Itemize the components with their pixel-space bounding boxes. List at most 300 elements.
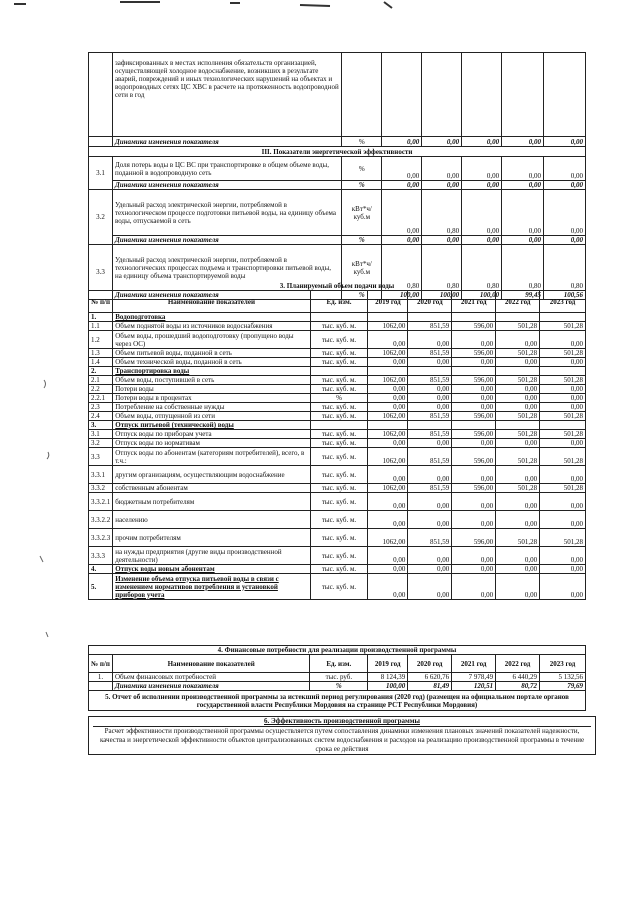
efficiency-section [88,716,596,755]
value-cell: 0,00 [368,511,408,529]
unit-cell: тыс. куб. м. [310,511,368,529]
value-cell: 596,00 [452,448,496,466]
column-header-year: 2023 год [540,655,586,673]
value-cell: 0,00 [368,565,408,574]
value-cell: 0,00 [382,157,422,181]
row-number: 3.3 [89,448,113,466]
value-cell [368,313,408,322]
energy-row [89,190,586,236]
value-cell: 596,00 [452,529,496,547]
row-number: 4. [89,565,113,574]
unit-cell: % [310,682,368,691]
unit-cell: тыс. куб. м. [310,412,368,421]
value-cell: 0,00 [502,181,544,190]
value-cell: 0,00 [496,439,540,448]
value-cell: 851,59 [408,322,452,331]
indicator-name: на нужды предприятия (другие виды производственной деятельности) [113,547,310,565]
value-cell: 0,00 [452,466,496,484]
table-row [89,349,586,358]
row-number: 3.2 [89,190,113,245]
dynamics-label: Динамика изменения показателя [112,181,341,190]
unit-cell [310,367,368,376]
column-header-year: 2023 год [540,291,586,313]
indicator-name: Отпуск воды по приборам учета [113,430,310,439]
value-cell: 851,59 [408,376,452,385]
row-number: 1. [89,313,113,322]
value-cell: 0,00 [544,137,586,147]
table-row [89,430,586,439]
unit-cell: тыс. куб. м. [310,430,368,439]
value-cell: 0,80 [422,190,462,236]
value-cell: 0,00 [496,394,540,403]
value-cell: 501,28 [496,376,540,385]
row-number: 3.3.2.2 [89,511,113,529]
water-volume-table [88,290,586,600]
value-cell: 0,00 [540,439,586,448]
unit-cell: тыс. куб. м. [310,493,368,511]
column-header-year: 2021 год [452,291,496,313]
indicator-name: Потребление на собственные нужды [113,403,310,412]
value-cell: 0,00 [496,331,540,349]
water-volume-title: 3. Планируемый объем подачи воды [279,282,395,290]
value-cell: 120,51 [452,682,496,691]
financial-row [89,673,586,682]
indicator-name: Транспортировка воды [113,367,310,376]
row-number: 3.3.3 [89,547,113,565]
value-cell: 0,00 [382,137,422,147]
value-cell: 0,00 [540,565,586,574]
value-cell: 0,00 [540,493,586,511]
value-cell [540,313,586,322]
value-cell: 0,00 [540,331,586,349]
indicator-name: собственным абонентам [113,484,310,493]
unit-cell: тыс. куб. м. [310,331,368,349]
value-cell: 851,59 [408,529,452,547]
value-cell: 0,00 [408,511,452,529]
column-header-name: Наименование показателей [112,655,309,673]
column-header-year: 2021 год [452,655,496,673]
value-cell: 0,00 [368,547,408,565]
unit-cell: кВт*ч/куб.м [342,190,382,236]
energy-dynamics-row [89,181,586,190]
indicator-name: Объем воды, поступившей в сеть [113,376,310,385]
indicator-name: Объем питьевой воды, поданной в сеть [113,349,310,358]
table-row [89,511,586,529]
value-cell: 0,00 [408,403,452,412]
indicator-name: Объем технической воды, поданной в сеть [113,358,310,367]
value-cell: 501,28 [540,430,586,439]
value-cell [452,421,496,430]
row-number: 2.3 [89,403,113,412]
value-cell: 100,00 [422,291,462,300]
indicator-name: Потери воды [113,385,310,394]
section-heading-row [89,313,586,322]
water-header-row [89,291,586,313]
value-cell: 1062,00 [368,484,408,493]
indicator-name: Объем воды, отпущенной из сети [113,412,310,421]
value-cell [452,313,496,322]
indicator-name: Отпуск воды новым абонентам [113,565,310,574]
indicator-name: Водоподготовка [113,313,310,322]
table-row [89,331,586,349]
unit-cell: тыс. куб. м. [310,547,368,565]
indicator-name: прочим потребителям [113,529,310,547]
value-cell: 100,56 [544,291,586,300]
indicator-name: другим организациям, осуществляющим водоснабжение [113,466,310,484]
value-cell: 596,00 [452,412,496,421]
value-cell: 0,00 [462,181,502,190]
value-cell: 0,00 [422,157,462,181]
value-cell: 1062,00 [368,322,408,331]
reliability-table-continuation [88,52,586,300]
column-header-year: 2020 год [408,655,452,673]
value-cell: 851,59 [408,412,452,421]
value-cell: 1062,00 [368,430,408,439]
value-cell: 596,00 [452,430,496,439]
column-header-unit: Ед. изм. [310,291,368,313]
unit-cell: тыс. куб. м. [310,376,368,385]
value-cell: 851,59 [408,430,452,439]
value-cell: 0,00 [544,236,586,245]
value-cell: 80,72 [496,682,540,691]
row-number: 5. [89,574,113,600]
indicator-name: Объем поднятой воды из источников водоснабжения [113,322,310,331]
value-cell: 0,00 [368,385,408,394]
value-cell: 0,00 [540,385,586,394]
value-cell: 0,00 [540,358,586,367]
value-cell: 0,00 [408,574,452,600]
column-header-year: 2020 год [408,291,452,313]
value-cell: 0,00 [496,358,540,367]
table-row [89,412,586,421]
unit-cell: тыс. куб. м. [310,565,368,574]
column-header-unit: Ед. изм. [310,655,368,673]
table-row [89,385,586,394]
dynamics-unit: % [342,236,382,245]
column-header-num: № п/п [89,291,113,313]
value-cell: 851,59 [408,448,452,466]
indicator-name: Удельный расход электрической энергии, потребляемой в технологических процессах подъема и транспортировки питьевой воды, на единицу объема транспортируемой воды [112,245,341,291]
value-cell: 501,28 [496,349,540,358]
value-cell: 0,00 [462,137,502,147]
column-header-num: № п/п [89,655,113,673]
value-cell: 0,00 [368,493,408,511]
unit-cell: % [310,394,368,403]
column-header-year: 2019 год [368,291,408,313]
value-cell: 0,00 [462,157,502,181]
value-cell: 0,00 [496,466,540,484]
value-cell: 0,80 [462,245,502,291]
indicator-name: Динамика изменения показателя [112,682,309,691]
row-number [89,682,113,691]
energy-dynamics-row [89,236,586,245]
value-cell: 0,00 [368,394,408,403]
column-header-year: 2019 год [368,655,408,673]
table-row [89,376,586,385]
table-row [89,547,586,565]
row-number: 2.1 [89,376,113,385]
value-cell: 6 440,29 [496,673,540,682]
value-cell: 0,00 [382,190,422,236]
value-cell: 851,59 [408,484,452,493]
unit-cell: тыс. куб. м. [310,439,368,448]
row-number: 3.3 [89,245,113,300]
value-cell: 0,80 [502,245,544,291]
value-cell [368,367,408,376]
value-cell [496,367,540,376]
value-cell: 0,00 [496,385,540,394]
table-row [89,466,586,484]
value-cell: 1062,00 [368,376,408,385]
row-number: 3.3.2.3 [89,529,113,547]
value-cell: 501,28 [540,349,586,358]
row-number: 3.2 [89,439,113,448]
row-number: 2. [89,367,113,376]
value-cell: 0,00 [408,439,452,448]
value-cell: 0,00 [452,394,496,403]
row-number: 1.1 [89,322,113,331]
value-cell: 0,00 [502,137,544,147]
unit-cell: % [342,157,382,181]
value-cell: 851,59 [408,349,452,358]
financial-header-row [89,655,586,673]
value-cell: 596,00 [452,322,496,331]
value-cell: 99,45 [502,291,544,300]
value-cell: 0,00 [496,511,540,529]
indicator-name: Изменение объема отпуска питьевой воды в связи с изменением нормативов потребления и установкой приборов учета [113,574,310,600]
value-cell: 0,00 [540,466,586,484]
value-cell: 0,00 [540,403,586,412]
value-cell: 0,00 [496,565,540,574]
value-cell: 0,00 [368,358,408,367]
value-cell [540,367,586,376]
value-cell: 1062,00 [368,529,408,547]
unit-cell: тыс. куб. м. [310,574,368,600]
value-cell: 0,00 [368,466,408,484]
indicator-name: Отпуск питьевой (технической) воды [113,421,310,430]
value-cell: 0,00 [452,565,496,574]
value-cell [368,421,408,430]
value-cell: 0,00 [422,137,462,147]
unit-cell: тыс. куб. м. [310,466,368,484]
row-number: 1.2 [89,331,113,349]
row-number: 2.2 [89,385,113,394]
value-cell: 8 124,39 [368,673,408,682]
value-cell: 0,00 [544,190,586,236]
table-row [89,394,586,403]
value-cell: 100,00 [368,682,408,691]
indicator-name: бюджетным потребителям [113,493,310,511]
value-cell: 0,00 [462,236,502,245]
value-cell: 0,80 [544,245,586,291]
unit-cell: тыс. куб. м. [310,322,368,331]
value-cell: 0,00 [382,236,422,245]
report-section-title: 5. Отчет об исполнении производственной программы за истекший период регулирования (2020 год) (размещен на официальном портале органов государственной власти Республики Мордовия на странице РСТ Республики Мордовия) [89,691,586,711]
indicator-name: Объем финансовых потребностей [112,673,309,682]
value-cell: 0,00 [502,157,544,181]
indicator-name: Отпуск воды по нормативам [113,439,310,448]
section-heading-row [89,367,586,376]
indicator-name: Удельный расход электрической энергии, потребляемой в технологическом процессе подготовки питьевой воды, на единицу объема воды, отпускаемой в сеть [112,190,341,236]
energy-section-title: III. Показатели энергетической эффективности [89,147,586,157]
value-cell: 596,00 [452,376,496,385]
value-cell: 0,00 [496,493,540,511]
value-cell: 501,28 [496,322,540,331]
indicator-name: Объем воды, прошедший водоподготовку (пропущено воды через ОС) [113,331,310,349]
table-row [89,322,586,331]
value-cell: 0,00 [408,394,452,403]
financial-section-title: 4. Финансовые потребности для реализации производственной программы [89,646,586,655]
row-number: 3.3.2 [89,484,113,493]
value-cell: 7 978,49 [452,673,496,682]
value-cell: 6 620,76 [408,673,452,682]
column-header-name: Наименование показателей [113,291,310,313]
value-cell: 596,00 [452,484,496,493]
dynamics-label: Динамика изменения показателя [112,236,341,245]
value-cell: 501,28 [540,322,586,331]
unit-cell: тыс. куб. м. [310,385,368,394]
value-cell: 100,00 [462,291,502,300]
unit-cell: тыс. куб. м. [310,349,368,358]
value-cell: 0,00 [368,439,408,448]
table-row [89,493,586,511]
row-number: 1.4 [89,358,113,367]
value-cell: 0,00 [540,394,586,403]
dynamics-label: Динамика изменения показателя [112,137,341,147]
value-cell: 0,00 [502,236,544,245]
value-cell: 0,00 [452,358,496,367]
value-cell: 0,00 [422,236,462,245]
indicator-name: Доля потерь воды в ЦС ВС при транспортировке в общем объеме воды, поданной в водопроводную сеть [112,157,341,181]
value-cell: 0,00 [408,385,452,394]
value-cell: 0,00 [368,403,408,412]
value-cell: 501,28 [540,412,586,421]
row-number: 3. [89,421,113,430]
row-number: 3.1 [89,157,113,190]
unit-cell [310,313,368,322]
value-cell: 1062,00 [368,349,408,358]
value-cell: 0,00 [496,403,540,412]
value-cell: 0,00 [408,565,452,574]
value-cell: 0,00 [540,511,586,529]
value-cell [408,367,452,376]
value-cell [496,313,540,322]
financial-row [89,682,586,691]
value-cell: 0,00 [452,385,496,394]
row-number: 3.1 [89,430,113,439]
value-cell: 501,28 [540,448,586,466]
value-cell: 0,00 [452,574,496,600]
value-cell: 0,00 [544,157,586,181]
table-row [89,565,586,574]
row-number: 2.2.1 [89,394,113,403]
dynamics-unit: % [342,181,382,190]
value-cell: 0,00 [540,574,586,600]
value-cell: 0,00 [408,493,452,511]
value-cell: 501,28 [540,484,586,493]
dynamics-label: Динамика изменения показателя [112,291,341,300]
table-row [89,529,586,547]
value-cell: 501,28 [496,430,540,439]
efficiency-section-text: Расчет эффективности производственной программы осуществляется путем сопоставления динамики изменения плановых значений показателей надежности, качества и энергетической эффективности объектов централизованных систем водоснабжения и расходов на реализацию производственной программы в течение срока ее действия [93,726,591,754]
table-row [89,358,586,367]
value-cell: 100,00 [382,291,422,300]
efficiency-section-title: 6. Эффективность производственной программы [264,717,420,725]
value-cell: 0,00 [382,181,422,190]
value-cell: 0,00 [452,403,496,412]
value-cell: 0,00 [368,574,408,600]
unit-cell: тыс. куб. м. [310,484,368,493]
indicator-name: населению [113,511,310,529]
value-cell: 0,00 [544,181,586,190]
value-cell: 79,69 [540,682,586,691]
value-cell: 501,28 [540,376,586,385]
unit-cell: тыс. куб. м. [310,529,368,547]
row-number: 3.3.1 [89,466,113,484]
column-header-year: 2022 год [496,655,540,673]
value-cell: 1062,00 [368,448,408,466]
value-cell: 0,00 [422,181,462,190]
value-cell: 0,00 [452,511,496,529]
row-number: 2.4 [89,412,113,421]
value-cell: 501,28 [540,529,586,547]
financial-needs-table [88,645,586,711]
value-cell [408,421,452,430]
unit-cell [310,421,368,430]
value-cell: 0,00 [502,190,544,236]
value-cell: 5 132,56 [540,673,586,682]
value-cell: 0,00 [462,190,502,236]
row-number: 1. [89,673,113,682]
value-cell: 501,28 [496,484,540,493]
energy-row [89,157,586,181]
value-cell: 0,80 [382,245,422,291]
top-indicator-text: зафиксированных в местах исполнения обязательств организацией, осуществляющей холодное водоснабжение, возникших в результате аварий, повреждений и иных технологических нарушений на объектах и водопроводных сетях ЦС ХВС в расчете на протяженность водопроводной сети в год [112,53,341,137]
unit-cell: кВт*ч/куб.м [342,245,382,291]
unit-cell: тыс. куб. м. [310,448,368,466]
dynamics-unit: % [342,137,382,147]
unit-cell: тыс. куб. м. [310,403,368,412]
value-cell: 501,28 [496,412,540,421]
value-cell [540,421,586,430]
top-dynamics-row [89,137,586,147]
table-row [89,439,586,448]
section-heading-row [89,421,586,430]
value-cell: 0,00 [408,547,452,565]
row-number: 1.3 [89,349,113,358]
value-cell: 0,00 [496,547,540,565]
value-cell: 501,28 [496,448,540,466]
value-cell [496,421,540,430]
dynamics-unit: % [342,291,382,300]
value-cell: 0,00 [452,493,496,511]
value-cell: 0,00 [540,547,586,565]
value-cell [452,367,496,376]
table-row [89,448,586,466]
column-header-year: 2022 год [496,291,540,313]
value-cell: 0,00 [408,358,452,367]
unit-cell: тыс. руб. [310,673,368,682]
value-cell [408,313,452,322]
table-row [89,403,586,412]
table-row [89,574,586,600]
value-cell: 0,00 [496,574,540,600]
value-cell: 0,00 [408,466,452,484]
value-cell: 501,28 [496,529,540,547]
value-cell: 0,00 [408,331,452,349]
value-cell: 596,00 [452,349,496,358]
value-cell: 0,00 [452,547,496,565]
